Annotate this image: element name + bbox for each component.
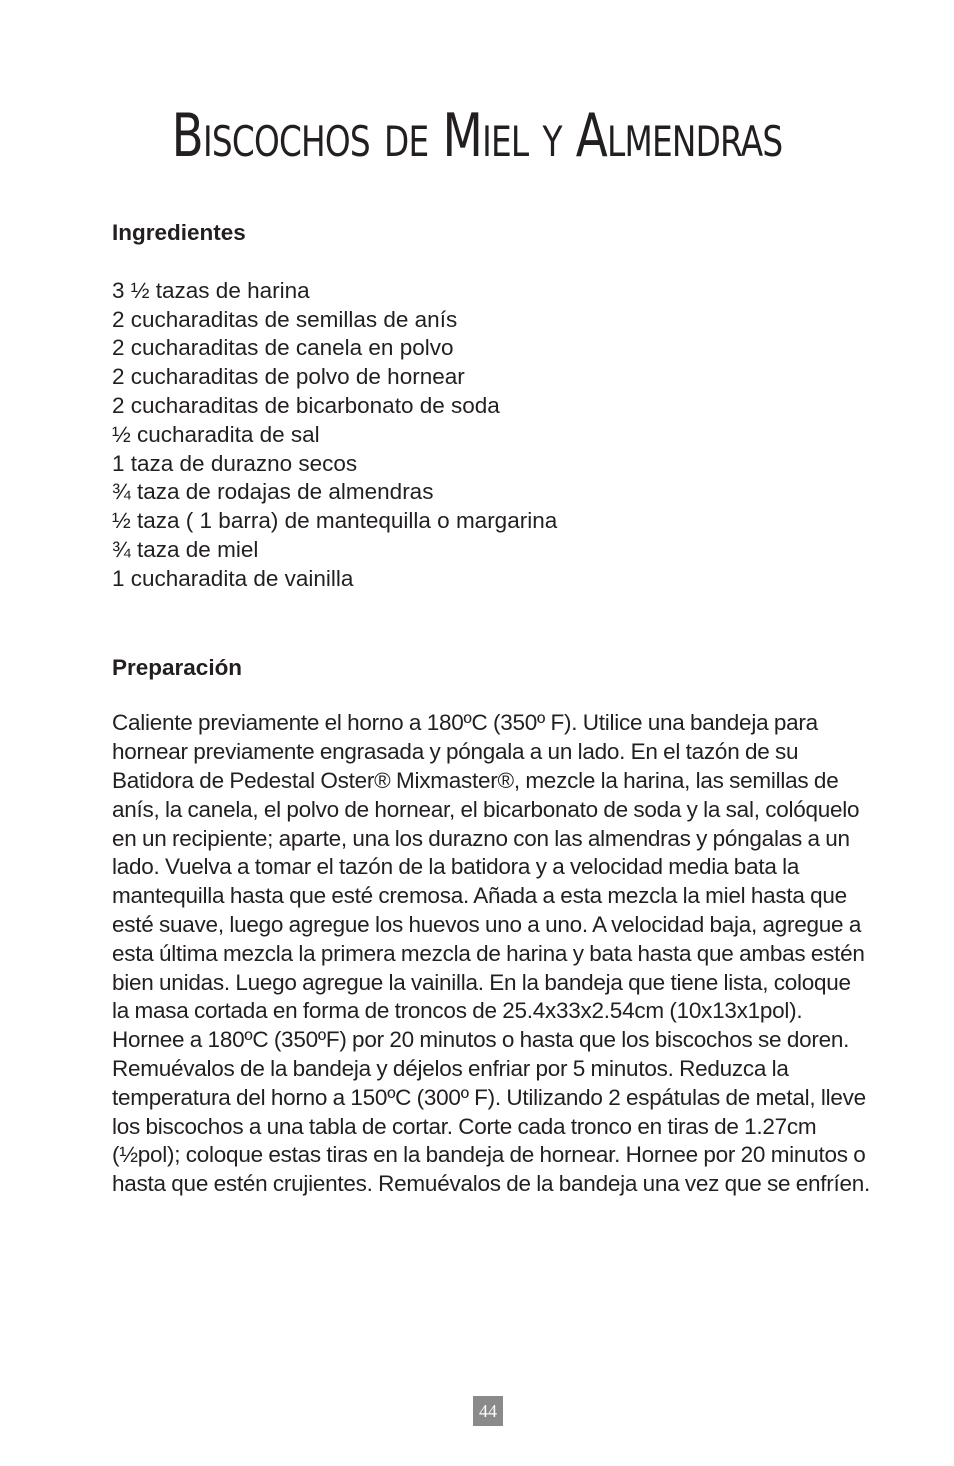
preparation-line: la masa cortada en forma de troncos de 25.4x33x2.54cm (10x13x1pol). bbox=[112, 998, 803, 1024]
preparation-line: esté suave, luego agregue los huevos uno a uno. A velocidad baja, agregue a bbox=[112, 911, 862, 937]
preparation-line: (½pol); coloque estas tiras en la bandeja de hornear. Hornee por 20 minutos o bbox=[112, 1142, 866, 1168]
ingredient-item: 2 cucharaditas de bicarbonato de soda bbox=[112, 392, 500, 418]
recipe-content bbox=[112, 219, 882, 1199]
preparation-line: lado. Vuelva a tomar el tazón de la batidora y a velocidad media bata la bbox=[112, 854, 800, 880]
preparation-line: hasta que estén crujientes. Remuévalos de la bandeja una vez que se enfríen. bbox=[112, 1171, 871, 1197]
ingredient-item: 2 cucharaditas de polvo de hornear bbox=[112, 364, 465, 390]
ingredient-item: ½ taza ( 1 barra) de mantequilla o margarina bbox=[112, 508, 558, 534]
preparation-line: hornear previamente engrasada y póngala a un lado. En el tazón de su bbox=[112, 739, 799, 765]
preparation-line: esta última mezcla la primera mezcla de harina y bata hasta que ambas estén bbox=[112, 940, 865, 966]
preparation-line: anís, la canela, el polvo de hornear, el bicarbonato de soda y la sal, colóquelo bbox=[112, 796, 860, 822]
ingredient-item: 2 cucharaditas de semillas de anís bbox=[112, 306, 458, 332]
ingredient-item: 1 taza de durazno secos bbox=[112, 450, 358, 476]
preparation-line: Hornee a 180ºC (350ºF) por 20 minutos o hasta que los biscochos se doren. bbox=[112, 1027, 850, 1053]
ingredient-item: 1 cucharadita de vainilla bbox=[112, 565, 354, 591]
preparation-line: Batidora de Pedestal Oster® Mixmaster®, mezcle la harina, las semillas de bbox=[112, 767, 839, 793]
preparation-heading: Preparación bbox=[112, 654, 243, 680]
preparation-paragraph bbox=[112, 709, 882, 1199]
page-number: 44 bbox=[473, 1396, 503, 1426]
preparation-line: temperatura del horno a 150ºC (300º F). Utilizando 2 espátulas de metal, lleve bbox=[112, 1084, 866, 1110]
ingredient-item: ¾ taza de miel bbox=[112, 536, 259, 562]
preparation-line: en un recipiente; aparte, una los durazno con las almendras y póngalas a un bbox=[112, 825, 850, 851]
preparation-line: mantequilla hasta que esté cremosa. Añada a esta mezcla la miel hasta que bbox=[112, 883, 847, 909]
ingredient-item: 3 ½ tazas de harina bbox=[112, 277, 310, 303]
preparation-line: los biscochos a una tabla de cortar. Corte cada tronco en tiras de 1.27cm bbox=[112, 1113, 817, 1139]
ingredient-item: ¾ taza de rodajas de almendras bbox=[112, 479, 434, 505]
ingredient-item: 2 cucharaditas de canela en polvo bbox=[112, 335, 454, 361]
preparation-line: Caliente previamente el horno a 180ºC (350º F). Utilice una bandeja para bbox=[112, 710, 818, 736]
page-title-text: Biscochos de Miel y Almendras bbox=[171, 101, 783, 171]
preparation-line: Remuévalos de la bandeja y déjelos enfriar por 5 minutos. Reduzca la bbox=[112, 1055, 789, 1081]
ingredient-item: ½ cucharadita de sal bbox=[112, 421, 320, 447]
ingredient-list bbox=[112, 277, 882, 594]
page-title bbox=[105, 100, 849, 172]
preparation-line: bien unidas. Luego agregue la vainilla. En la bandeja que tiene lista, coloque bbox=[112, 969, 851, 995]
ingredients-heading: Ingredientes bbox=[112, 220, 246, 245]
